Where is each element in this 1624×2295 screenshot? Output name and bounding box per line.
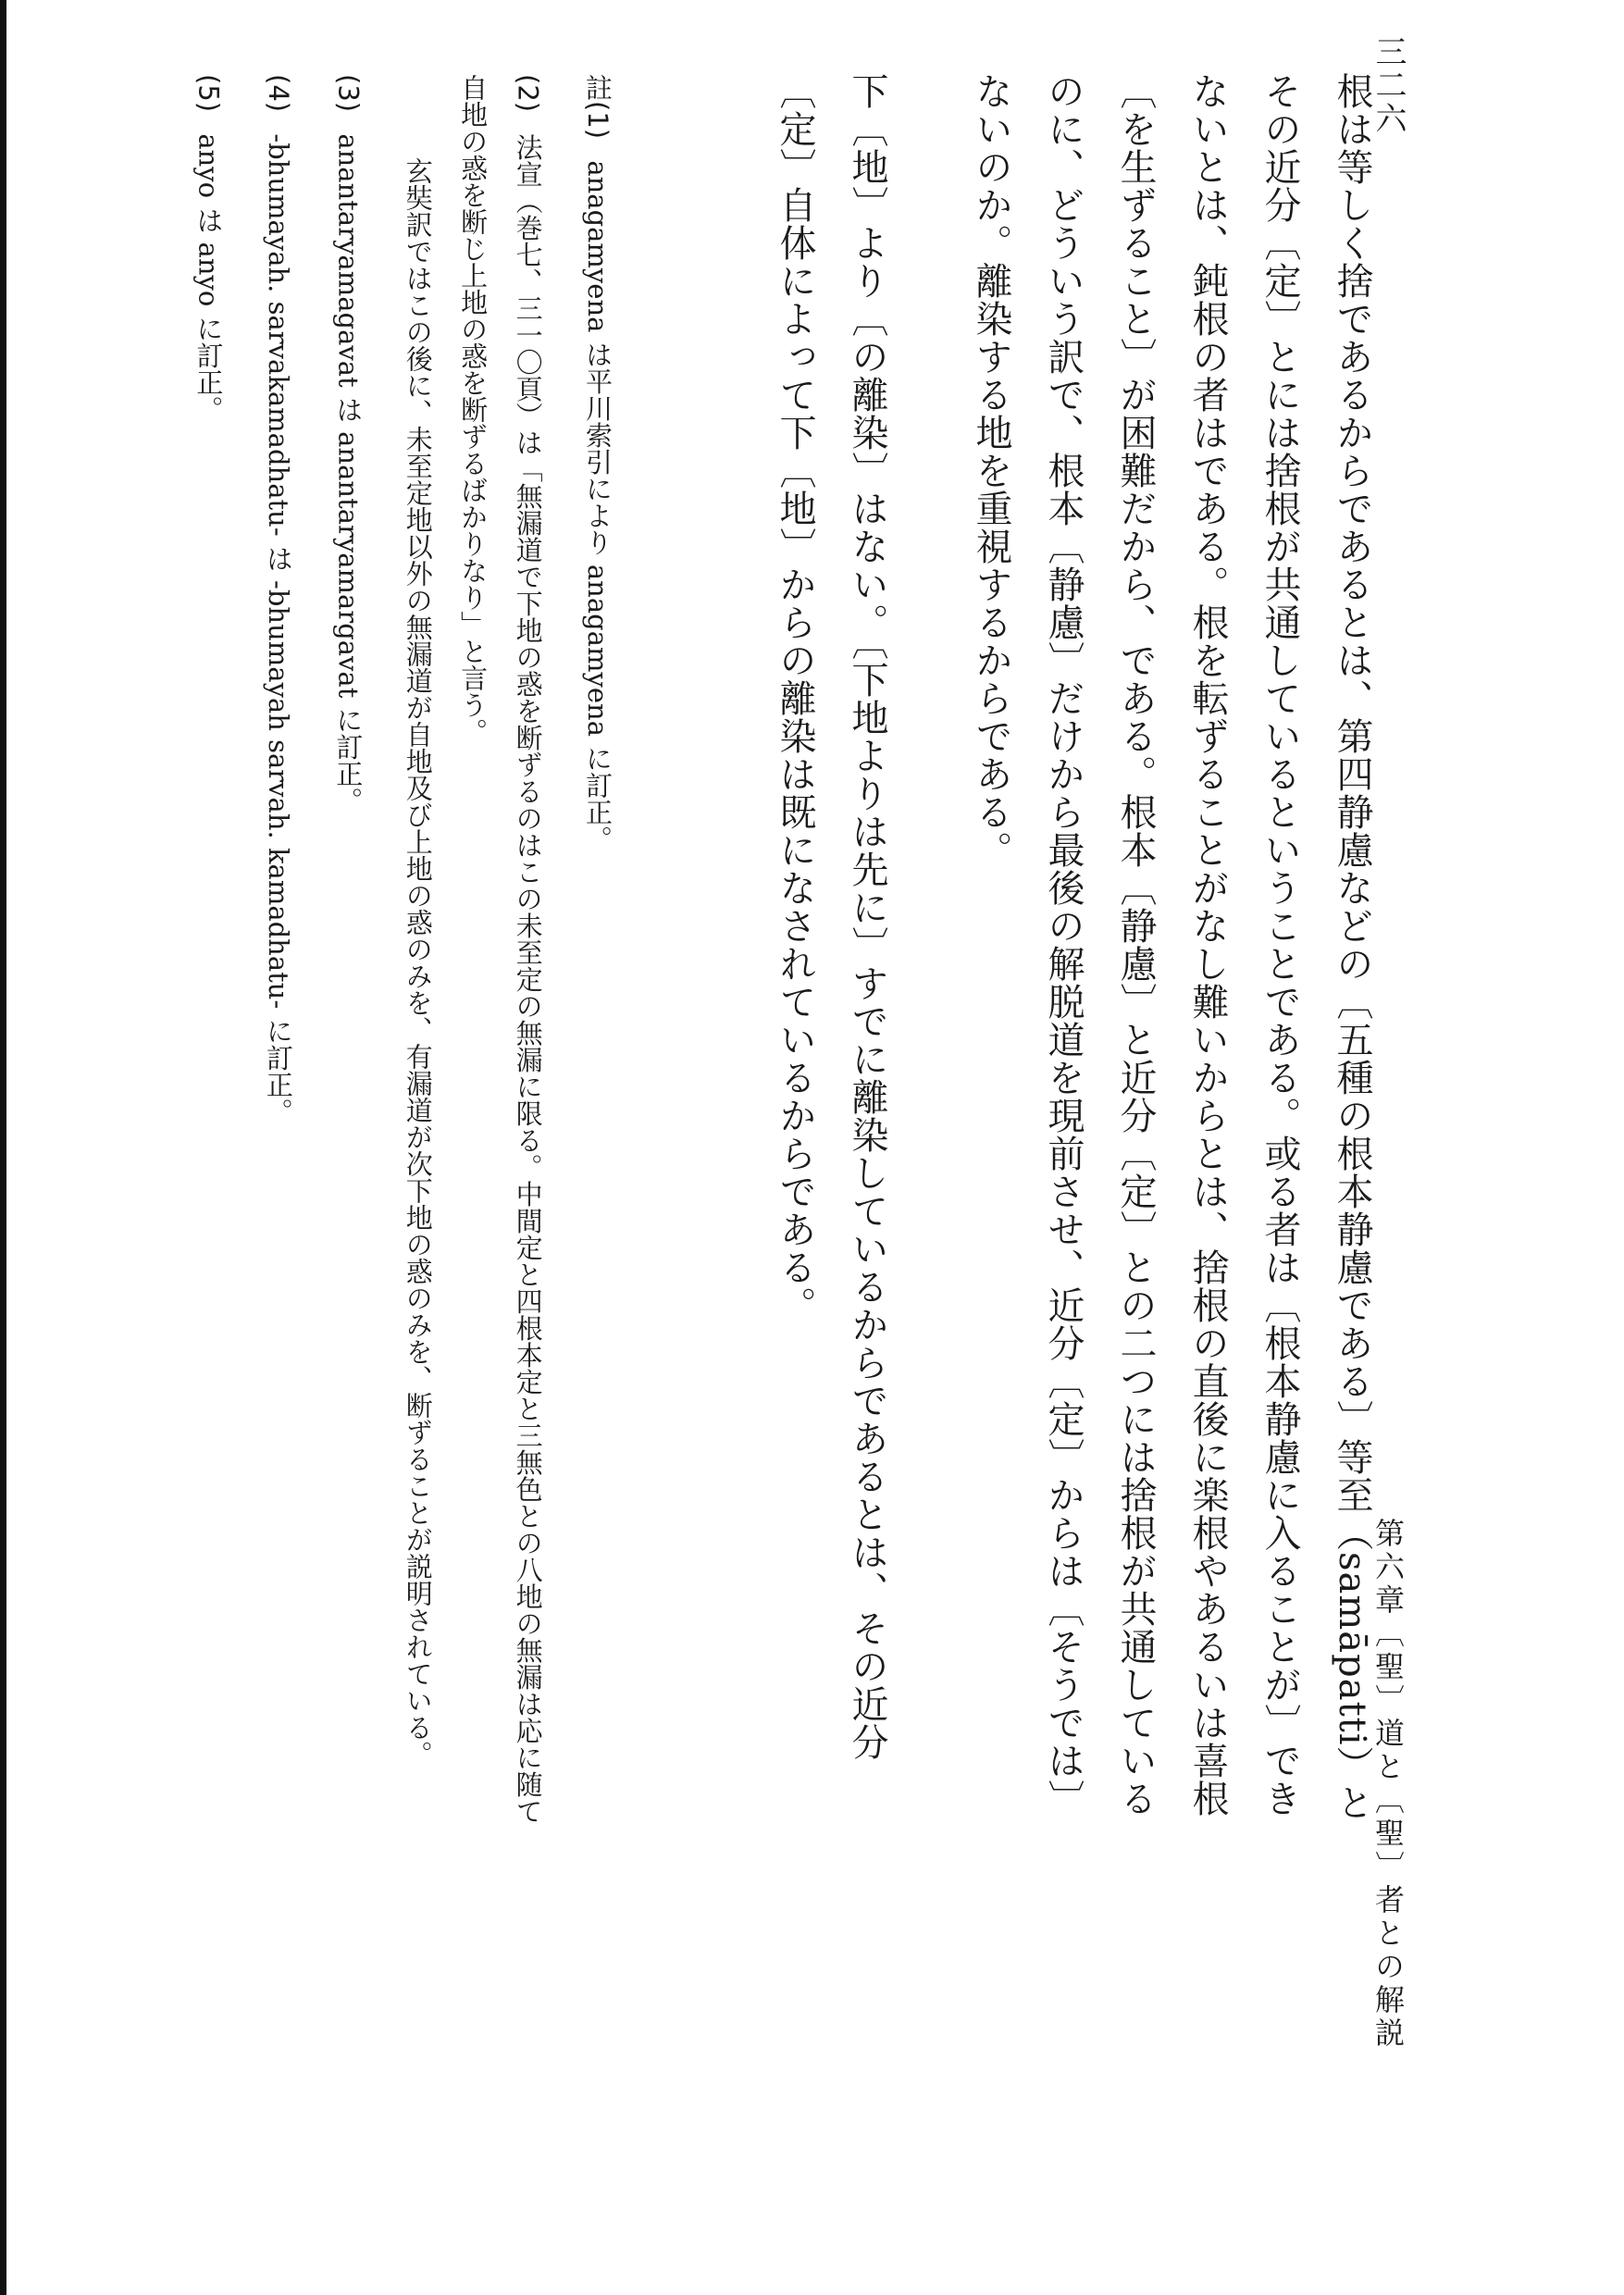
footnote-mark: (5)	[192, 74, 225, 113]
footnote-mark: (4)	[262, 74, 294, 113]
footnote	[390, 74, 554, 1832]
footnote-mark: (2)	[512, 74, 544, 113]
body-paragraph: 下〔地〕より〔の離染〕はない。〔下地よりは先に〕すでに離染しているからであるとは、その近分〔定〕自体によって下〔地〕からの離染は既になされているからである。	[774, 72, 888, 1761]
body-paragraph: 根は等しく捨であるからであるとは、第四静慮などの〔五種の根本静慮である〕等至（samāpatti）とその近分〔定〕とには捨根が共通しているということである。或る者は〔根本静慮に入ることが〕できないとは、鈍根の者はである。根を転ずることがなし難いからとは、捨根の直後に楽根やあるいは喜根〔を生ずること〕が困難だから、である。根本〔静慮〕と近分〔定〕との二つには捨根が共通しているのに、どういう訳で、根本〔静慮〕だけから最後の解脱道を現前させ、近分〔定〕からは〔そうでは〕ないのか。離染する地を重視するからである。	[970, 72, 1373, 1822]
running-head: 第六章〔聖〕道と〔聖〕者との解説	[1370, 1518, 1406, 2051]
footnote-mark: 註(1)	[582, 74, 614, 140]
footnote-text: -bhumayah. sarvakamadhatu- は -bhumayah sarvah. kamadhatu- に訂正。	[262, 133, 294, 1125]
scan-edge-shadow	[0, 0, 6, 2295]
footnote	[180, 74, 235, 1832]
footnote-text: anantaryamagavat は anantaryamargavat に訂正。	[332, 133, 365, 814]
footnote-text: 法宣（巻七、三一〇頁）は「無漏道で下地の惑を断ずるのはこの未至定の無漏に限る。中間定と四根本定と三無色との八地の無漏は応に随て自地の惑を断じ上地の惑を断ずるばかりなり」と言う。	[457, 74, 544, 1825]
body-text	[759, 72, 1388, 1849]
footnote	[320, 74, 375, 1832]
footnote-mark: (3)	[332, 74, 365, 113]
footnote-text: anyo は anyo に訂正。	[192, 133, 225, 423]
footnote	[250, 74, 304, 1832]
paragraph-gap	[903, 72, 955, 73]
page-number: 三二六	[1370, 35, 1407, 135]
footnotes	[166, 74, 625, 1832]
footnote-text-continued: 玄奘訳ではこの後に、未至定地以外の無漏道が自地及び上地の惑のみを、有漏道が次下地の惑のみを、断ずることが説明されている。	[402, 157, 434, 1768]
footnote-text: anagamyena は平川索引により anagamyena に訂正。	[582, 160, 614, 853]
footnote	[570, 74, 625, 1832]
